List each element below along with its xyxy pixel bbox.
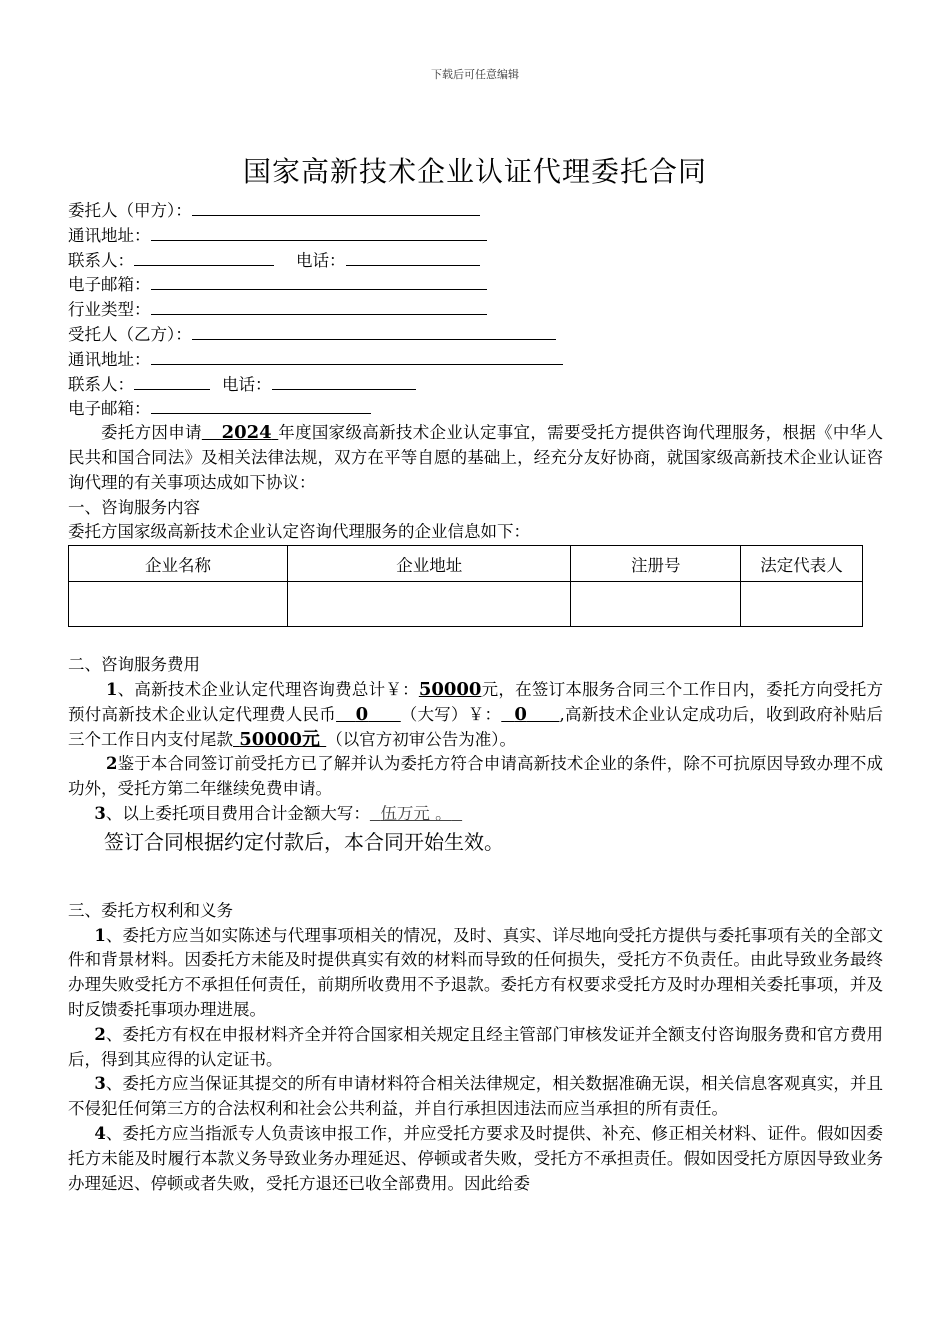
party-a-industry-line xyxy=(68,297,883,322)
party-b-contact-blank[interactable] xyxy=(134,372,210,390)
prepay-upper-value: 0 xyxy=(514,703,527,725)
section1-heading: 一、咨询服务内容 xyxy=(68,497,200,517)
intro-part1: 委托方因申请 xyxy=(101,423,202,443)
party-a-phone-label: 电话： xyxy=(296,250,346,270)
duty-item-2 xyxy=(68,1023,883,1073)
fee-total: 50000 xyxy=(418,678,482,700)
col-company-name: 企业名称 xyxy=(69,546,288,582)
fee-item-1-b: 元，在签订本服务合同三个工作日内，委托方向受托方预付高新技术企业认定代理费人民币 xyxy=(68,679,884,724)
fee-item-1-d: ,高新技术企业认定成功后，收到政府补贴后三个工作日内支付尾款 xyxy=(68,704,883,749)
company-info-table xyxy=(68,545,863,627)
fee-item-2-num: 2 xyxy=(105,754,118,774)
party-a-industry-label: 行业类型： xyxy=(68,300,151,320)
effective-clause: 签订合同根据约定付款后，本合同开始生效。 xyxy=(104,829,504,854)
duty-item-3-text: 、委托方应当保证其提交的所有申请材料符合相关法律规定，相关数据准确无误，相关信息客观真实，并且不侵犯任何第三方的合法权利和社会公共利益，并自行承担因违法而应当承担的所有责任。 xyxy=(68,1074,883,1119)
fee-item-2 xyxy=(68,752,883,802)
fee-item-3 xyxy=(68,802,883,827)
fee-item-1 xyxy=(68,678,883,752)
party-b-phone-blank[interactable] xyxy=(272,372,416,390)
intro-year-value: 2024 xyxy=(221,422,272,444)
party-b-email-blank[interactable] xyxy=(151,396,371,414)
duty-item-3 xyxy=(68,1072,883,1122)
duty-item-1-num: 1 xyxy=(94,925,106,945)
header-note: 下载后可任意编辑 xyxy=(431,68,519,81)
page-title: 国家高新技术企业认证代理委托合同 xyxy=(242,155,707,188)
party-a-address-label: 通讯地址： xyxy=(68,225,151,245)
total-upper xyxy=(370,804,462,823)
contract-body xyxy=(68,198,883,1196)
fee-item-3-num: 3 xyxy=(94,803,106,823)
party-a-contact-line xyxy=(68,248,883,273)
cell-company-address[interactable] xyxy=(288,582,571,627)
party-a-line xyxy=(68,198,883,223)
section3-heading: 三、委托方权利和义务 xyxy=(68,900,233,920)
cell-company-name[interactable] xyxy=(69,582,288,627)
party-b-line xyxy=(68,322,883,347)
intro-year xyxy=(202,422,278,443)
party-b-contact-label: 联系人： xyxy=(68,374,134,394)
total-upper-value: 伍万元 。 xyxy=(380,803,452,823)
party-a-email-label: 电子邮箱： xyxy=(68,275,151,295)
party-b-address-line xyxy=(68,347,883,372)
party-a-industry-blank[interactable] xyxy=(151,297,487,315)
party-a-email-line xyxy=(68,272,883,297)
prepay-upper xyxy=(501,704,559,725)
intro-part2: 年度国家级高新技术企业认定事宜，需要受托方提供咨询代理服务，根据《中华人民共和国合同法》及相关法律法规，双方在平等自愿的基础上，经充分友好协商，就国家级高新技术企业认证咨询代理的有关事项达成如下协议： xyxy=(68,423,883,492)
fee-item-1-a: 、高新技术企业认定代理咨询费总计￥： xyxy=(117,679,419,699)
party-b-email-label: 电子邮箱： xyxy=(68,399,151,419)
party-b-blank[interactable] xyxy=(192,322,556,340)
duty-item-4-num: 4 xyxy=(94,1123,106,1143)
section2-heading: 二、咨询服务费用 xyxy=(68,655,200,675)
party-b-email-line xyxy=(68,396,883,421)
party-a-phone-blank[interactable] xyxy=(346,248,480,266)
party-b-contact-line xyxy=(68,372,883,397)
table-header-row xyxy=(69,546,863,582)
prepay-value: 0 xyxy=(355,703,369,725)
prepay-amount xyxy=(336,704,401,725)
table-caption: 委托方国家级高新技术企业认定咨询代理服务的企业信息如下： xyxy=(68,522,530,542)
col-company-address: 企业地址 xyxy=(288,546,571,582)
party-a-address-line xyxy=(68,223,883,248)
fee-item-1-c: （大写）￥： xyxy=(400,704,502,724)
party-a-blank[interactable] xyxy=(192,198,480,216)
party-a-label: 委托人（甲方）： xyxy=(68,201,192,220)
fee-item-1-e: （以官方初审公告为准）。 xyxy=(326,729,516,749)
col-registration-no: 注册号 xyxy=(571,546,741,582)
duty-item-2-num: 2 xyxy=(94,1024,106,1044)
duty-item-4-text: 、委托方应当指派专人负责该申报工作，并应受托方要求及时提供、补充、修正相关材料、证件。假如因委托方未能及时履行本款义务导致业务办理延迟、停顿或者失败，受托方不承担责任。假如因受托方原因导致业务办理延迟、停顿或者失败，受托方退还已收全部费用。因此给委 xyxy=(68,1123,883,1193)
table-row xyxy=(69,582,863,627)
party-b-address-label: 通讯地址： xyxy=(68,349,151,369)
cell-legal-rep[interactable] xyxy=(740,582,862,627)
cell-registration-no[interactable] xyxy=(571,582,741,627)
party-a-address-blank[interactable] xyxy=(151,223,487,241)
col-legal-rep: 法定代表人 xyxy=(740,546,862,582)
party-a-email-blank[interactable] xyxy=(151,272,487,290)
final-payment xyxy=(233,729,326,750)
duty-item-4 xyxy=(68,1122,883,1196)
intro-paragraph xyxy=(68,421,883,495)
duty-item-2-text: 、委托方有权在申报材料齐全并符合国家相关规定且经主管部门审核发证并全额支付咨询服务费和官方费用后，得到其应得的认定证书。 xyxy=(68,1024,883,1069)
duty-item-3-num: 3 xyxy=(94,1074,106,1094)
fee-item-3-text: 、以上委托项目费用合计金额大写： xyxy=(105,803,370,823)
final-payment-value: 50000元 xyxy=(239,728,320,750)
party-b-address-blank[interactable] xyxy=(151,347,563,365)
party-b-label: 受托人（乙方）： xyxy=(68,324,192,344)
party-a-contact-blank[interactable] xyxy=(134,248,274,266)
party-b-phone-label: 电话： xyxy=(222,374,272,394)
duty-item-1-text: 、委托方应当如实陈述与代理事项相关的情况，及时、真实、详尽地向受托方提供与委托事项有关的全部文件和背景材料。因委托方未能及时提供真实有效的材料而导致的任何损失，受托方不负责任。由此导致业务最终办理失败受托方不承担任何责任，前期所收费用不予退款。委托方有权要求受托方及时办理相关委托事项，并及时反馈委托事项办理进展。 xyxy=(68,925,883,1019)
party-a-contact-label: 联系人： xyxy=(68,250,134,270)
fee-item-2-text: 鉴于本合同签订前受托方已了解并认为委托方符合申请高新技术企业的条件，除不可抗原因导致办理不成功外，受托方第二年继续免费申请。 xyxy=(68,754,883,799)
duty-item-1 xyxy=(68,924,883,1023)
fee-item-1-num: 1 xyxy=(105,679,118,699)
